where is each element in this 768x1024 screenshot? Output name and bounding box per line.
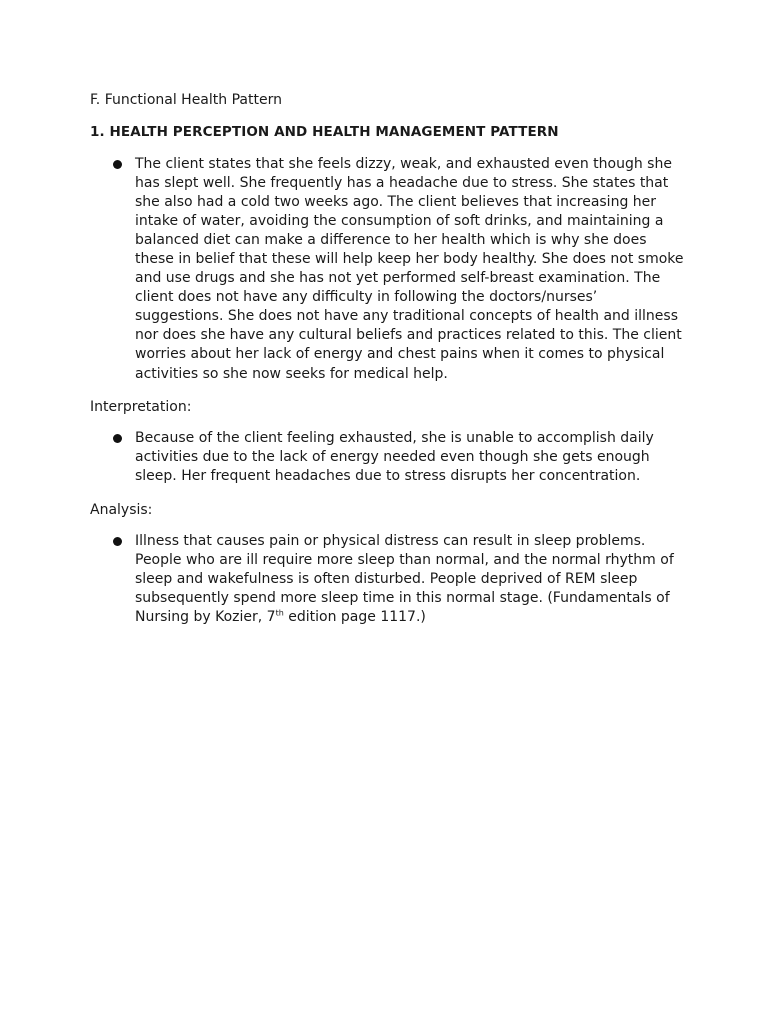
paragraph-line: subsequently spend more sleep time in this normal stage. (Fundamentals of	[135, 590, 670, 607]
bullet-icon	[113, 434, 122, 443]
paragraph-line: these in belief that these will help keep her body healthy. She does not smoke	[135, 251, 684, 268]
analysis-label: Analysis:	[90, 502, 153, 518]
bullet-icon	[113, 160, 122, 169]
citation-text-end: edition page 1117.)	[283, 609, 426, 626]
citation-text: Nursing by Kozier, 7	[135, 609, 276, 626]
paragraph-line: sleep and wakefulness is often disturbed. People deprived of REM sleep	[135, 571, 638, 588]
paragraph-line: nor does she have any cultural beliefs and practices related to this. The client	[135, 327, 682, 344]
analysis-paragraph	[135, 532, 695, 627]
section-title: F. Functional Health Pattern	[90, 92, 282, 108]
paragraph-line: People who are ill require more sleep than normal, and the normal rhythm of	[135, 552, 674, 569]
ordinal-suffix: th	[275, 608, 284, 618]
health-perception-paragraph	[135, 155, 695, 384]
paragraph-line: Illness that causes pain or physical distress can result in sleep problems.	[135, 533, 646, 549]
paragraph-line: balanced diet can make a difference to her health which is why she does	[135, 232, 647, 249]
interpretation-paragraph	[135, 429, 695, 486]
paragraph-line: suggestions. She does not have any traditional concepts of health and illness	[135, 308, 679, 325]
paragraph-line: has slept well. She frequently has a headache due to stress. She states that	[135, 175, 669, 192]
paragraph-line: activities due to the lack of energy needed even though she gets enough	[135, 449, 650, 466]
paragraph-line: and use drugs and she has not yet performed self-breast examination. The	[135, 270, 661, 287]
pattern-heading: 1. HEALTH PERCEPTION AND HEALTH MANAGEMENT PATTERN	[90, 124, 559, 140]
paragraph-line: worries about her lack of energy and chest pains when it comes to physical	[135, 346, 665, 363]
paragraph-line: client does not have any difficulty in following the doctors/nurses’	[135, 289, 598, 306]
interpretation-label: Interpretation:	[90, 399, 192, 415]
paragraph-line: The client states that she feels dizzy, weak, and exhausted even though she	[135, 156, 672, 172]
citation-line	[135, 608, 695, 627]
paragraph-line: activities so she now seeks for medical help.	[135, 365, 448, 382]
bullet-icon	[113, 537, 122, 546]
paragraph-line: she also had a cold two weeks ago. The client believes that increasing her	[135, 194, 657, 211]
paragraph-line: sleep. Her frequent headaches due to stress disrupts her concentration.	[135, 468, 641, 485]
paragraph-line: Because of the client feeling exhausted, she is unable to accomplish daily	[135, 430, 654, 446]
paragraph-line: intake of water, avoiding the consumption of soft drinks, and maintaining a	[135, 213, 664, 230]
